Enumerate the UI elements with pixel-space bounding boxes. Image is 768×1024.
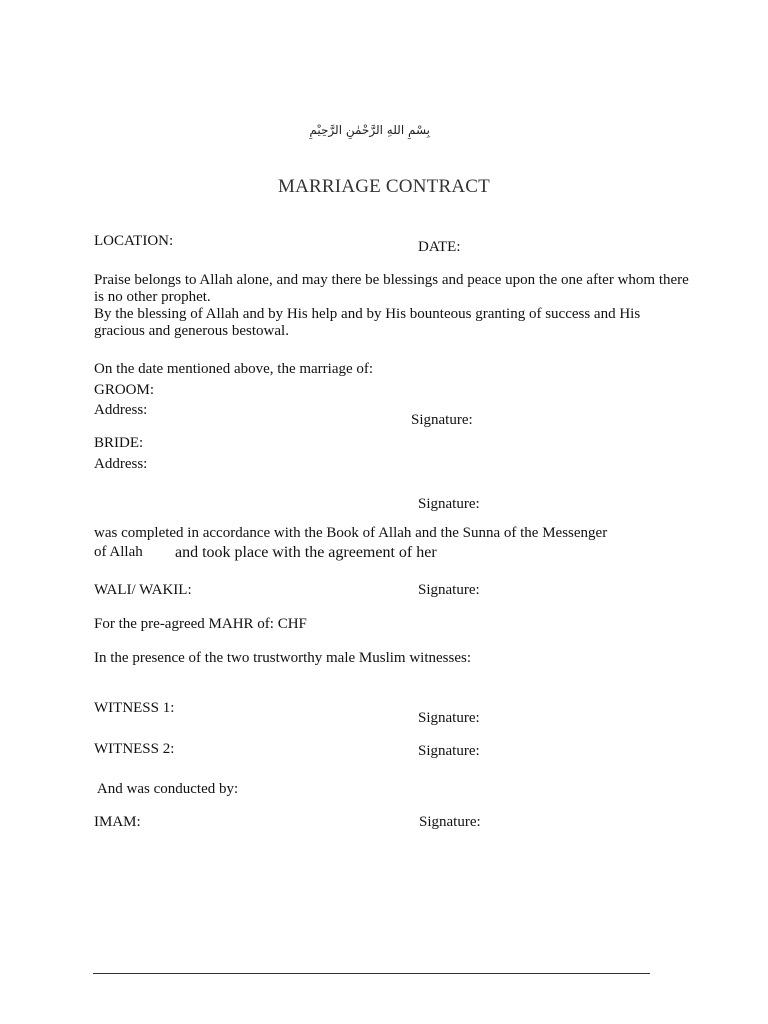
footer-divider [93,973,650,974]
groom-label: GROOM: [94,382,155,398]
completion-line-1: was completed in accordance with the Book of Allah and the Sunna of the Messenger [94,525,608,541]
preamble [94,272,694,340]
witness-1-label: WITNESS 1: [94,700,175,716]
witness-1-signature-label: Signature: [418,710,480,726]
bismillah-text: بِسْمِ اللهِ الرَّحْمٰنِ الرَّحِيْمِ [309,123,430,137]
witness-2-label: WITNESS 2: [94,741,175,757]
page-title: MARRIAGE CONTRACT [278,176,490,197]
bride-signature-label: Signature: [418,496,480,512]
date-label: DATE: [418,239,461,255]
imam-label: IMAM: [94,814,141,830]
groom-address-label: Address: [94,402,148,418]
bride-label: BRIDE: [94,435,144,451]
bride-address-label: Address: [94,456,148,472]
witness-2-signature-label: Signature: [418,743,480,759]
imam-signature-label: Signature: [419,814,481,830]
completion-line-2b: and took place with the agreement of her [175,544,437,561]
groom-signature-label: Signature: [411,412,473,428]
wali-label: WALI/ WAKIL: [94,582,192,598]
bismillah-calligraphy [309,123,430,152]
marriage-intro: On the date mentioned above, the marriage of: [94,361,374,377]
conducted-by-intro: And was conducted by: [94,781,239,797]
mahr-text: For the pre-agreed MAHR of: CHF [94,616,307,632]
completion-line-2a: of Allah [94,544,143,560]
preamble-line-2: By the blessing of Allah and by His help and by His bounteous granting of success and His gracious and generous bestowal. [94,306,641,339]
wali-signature-label: Signature: [418,582,480,598]
witnesses-intro: In the presence of the two trustworthy male Muslim witnesses: [94,650,472,666]
location-label: LOCATION: [94,233,174,249]
preamble-line-1: Praise belongs to Allah alone, and may there be blessings and peace upon the one after whom there is no other prophet. [94,272,689,305]
